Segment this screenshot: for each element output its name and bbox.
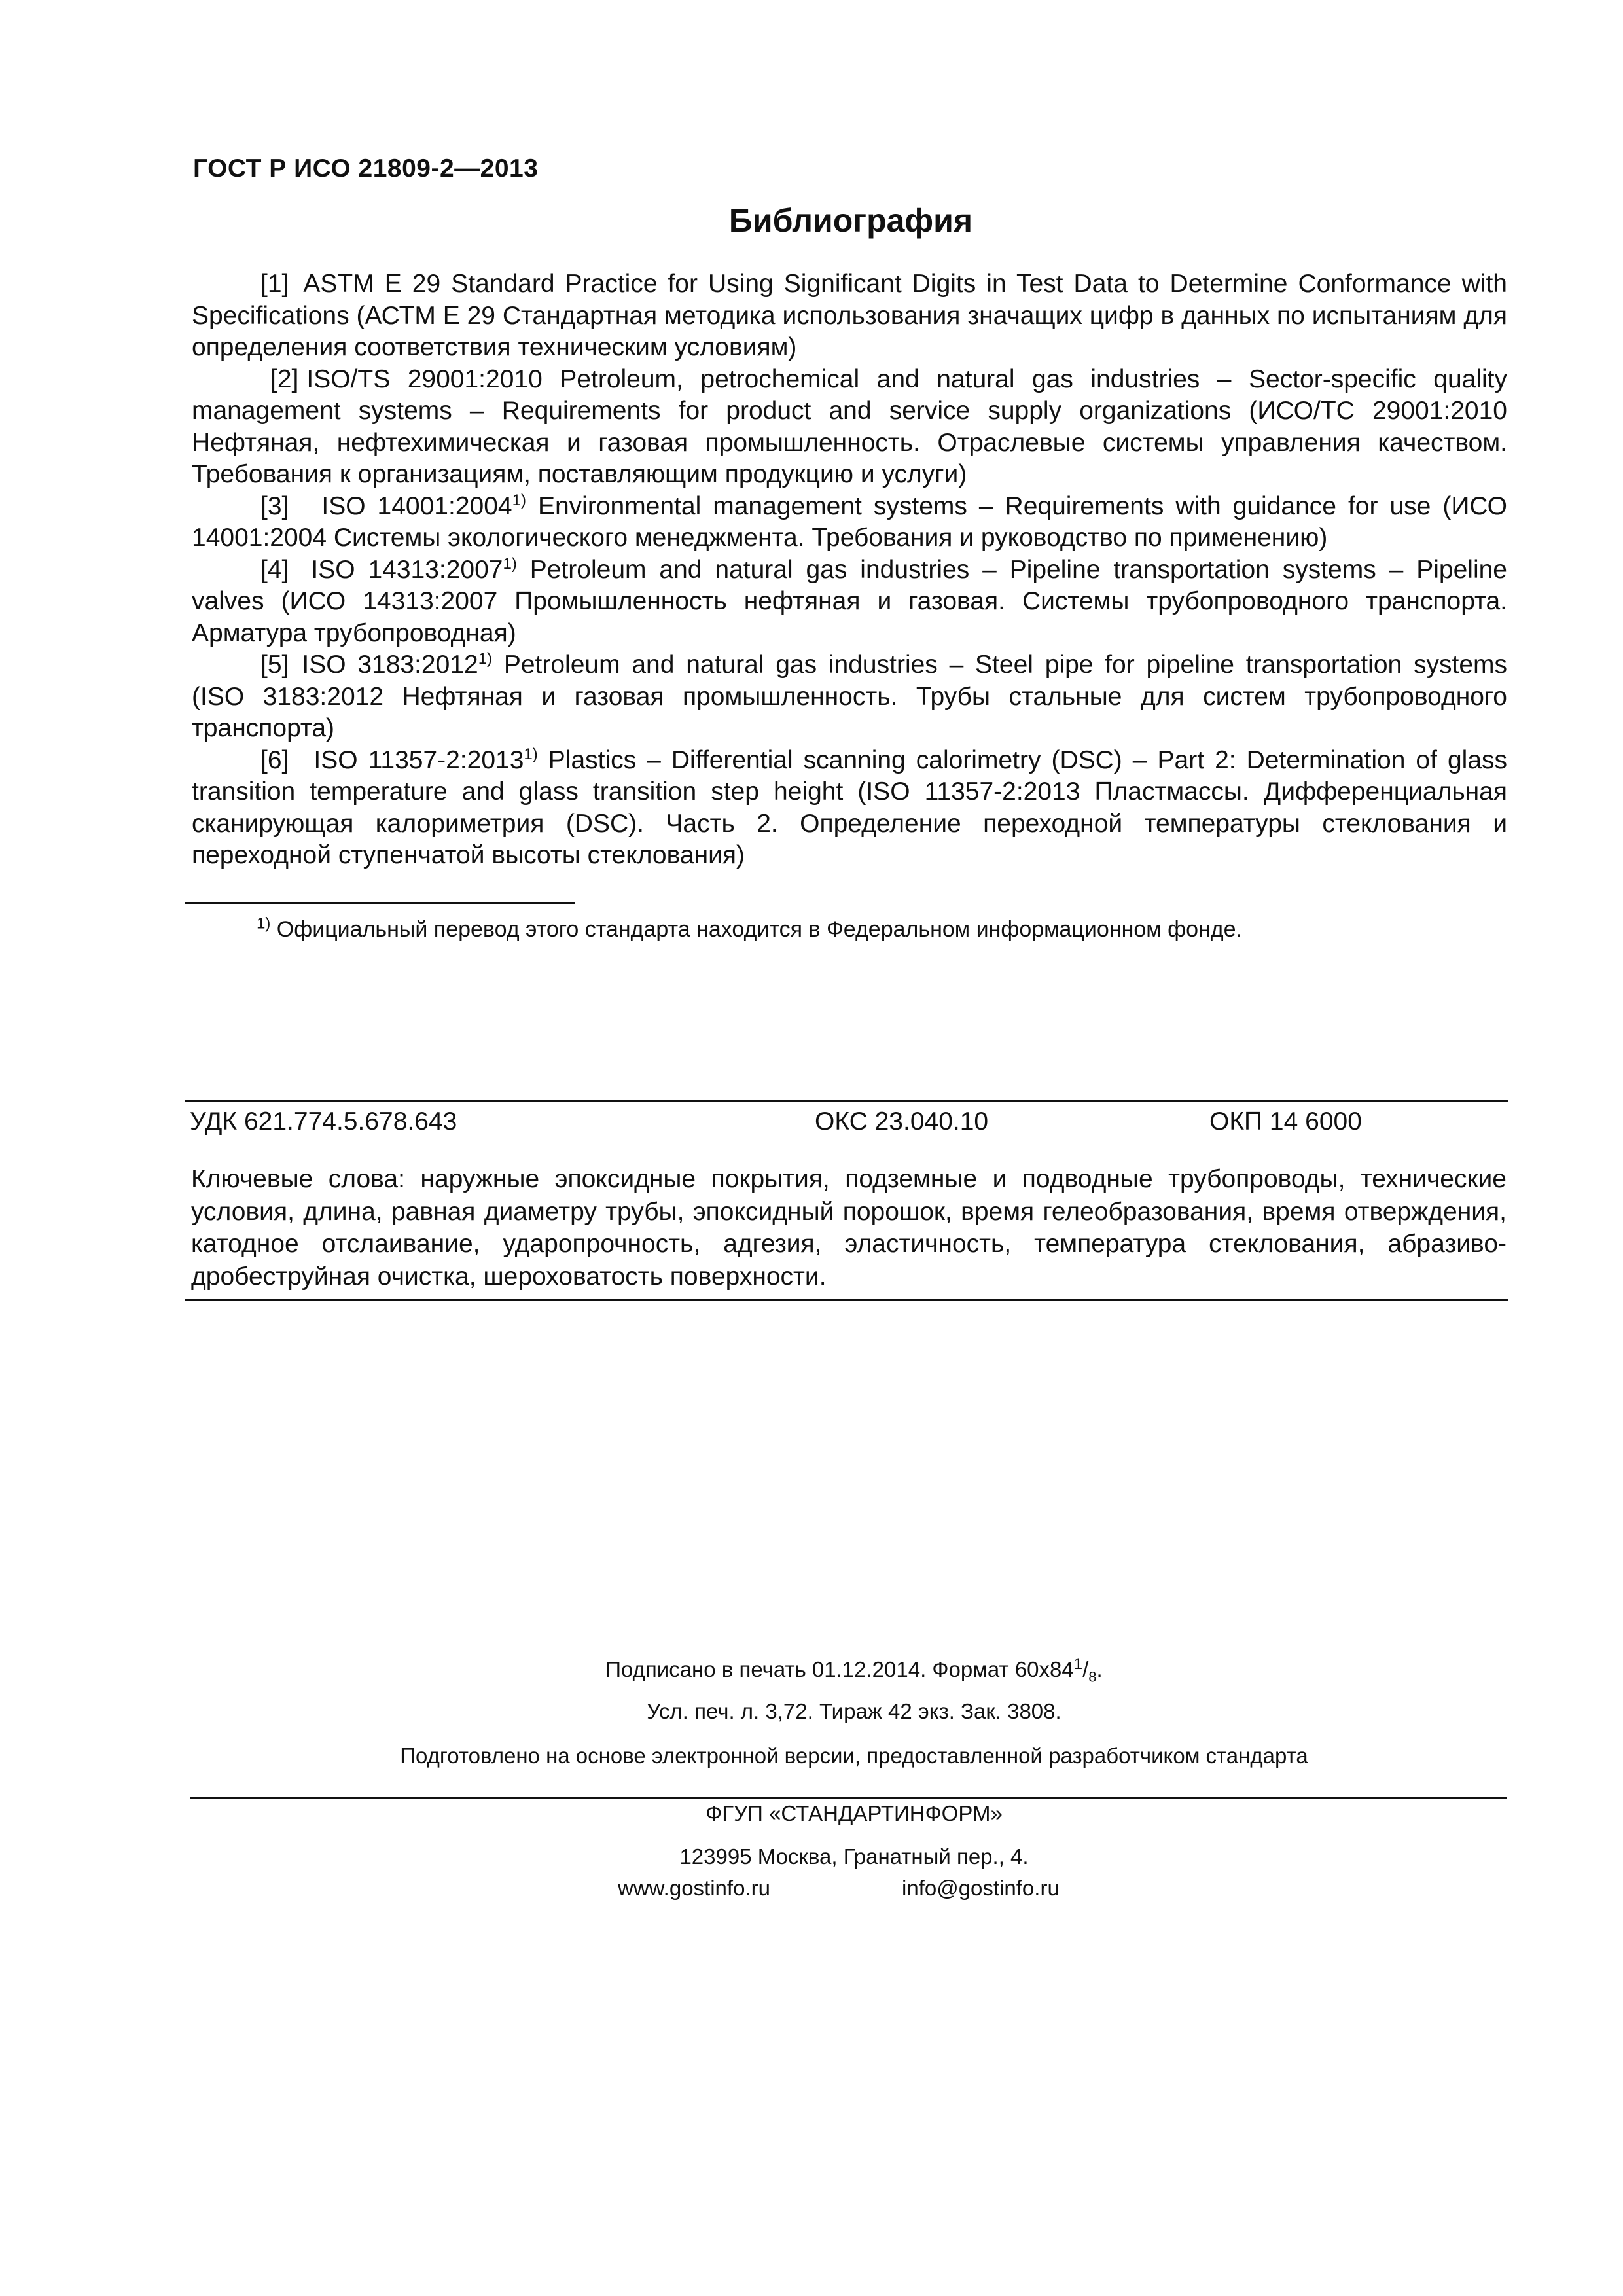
classification-divider-top <box>185 1100 1508 1102</box>
entry-text: Environmental management systems – Requirements with guidance for use (ИСО 14001:2004 Системы экологического менеджмента. Требования и руководство по применению) <box>192 492 1507 552</box>
bibliography-entry <box>192 649 1507 745</box>
entry-number: [6] <box>260 745 289 774</box>
entry-number: [2] <box>270 365 299 393</box>
entry-code: ISO 14001:2004 <box>321 492 512 520</box>
entry-text: Plastics – Differential scanning calorimetry (DSC) – Part 2: Determination of glass transition temperature and glass transition step height (ISO 11357-2:2013 Пластмассы. Дифференциальная сканирующая калориметрия (DSC). Часть 2. Определение переходной температуры стеклования и переходной ступенчатой высоты стеклования) <box>192 745 1508 869</box>
print-info: Усл. печ. л. 3,72. Тираж 42 экз. Зак. 3808. <box>647 1699 1061 1723</box>
footnote <box>257 915 1242 944</box>
okp-code: ОКП 14 6000 <box>1209 1107 1362 1136</box>
keywords: Ключевые слова: наружные эпоксидные покрытия, подземные и подводные трубопроводы, технические условия, длина, равная диаметру трубы, эпоксидный порошок, время гелеобразования, время отверждения, катодное отслаивание, ударопрочность, адгезия, эластичность, температура стеклования, абразиво-дробеструйная очистка, шероховатость поверхности. <box>191 1165 1507 1291</box>
bibliography-entry <box>192 491 1507 554</box>
publisher-website[interactable]: www.gostinfo.ru <box>618 1876 770 1900</box>
oks-code: ОКС 23.040.10 <box>815 1107 989 1136</box>
entry-code: ISO 14313:2007 <box>311 555 503 584</box>
footnote-mark: 1) <box>257 914 271 933</box>
document-code: ГОСТ Р ИСО 21809-2—2013 <box>193 154 539 183</box>
classification-divider-bottom <box>185 1299 1508 1301</box>
publisher-name: ФГУП «СТАНДАРТИНФОРМ» <box>705 1801 1003 1825</box>
publisher-email[interactable]: info@gostinfo.ru <box>902 1876 1060 1900</box>
entry-text: Petroleum and natural gas industries – Steel pipe for pipeline transportation systems (ISO 3183:2012 Нефтяная и газовая промышленность. Трубы стальные для систем трубопроводного транспорта) <box>192 651 1507 742</box>
footnote-mark: 1) <box>503 554 517 573</box>
footnote-mark: 1) <box>512 491 526 509</box>
signed-text: Подписано в печать 01.12.2014. Формат 60х84 <box>605 1657 1074 1681</box>
entry-number: [5] <box>260 651 289 679</box>
footnote-divider <box>185 902 575 904</box>
entry-text: Petroleum and natural gas industries – Pipeline transportation systems – Pipeline valves (ИСО 14313:2007 Промышленность нефтяная и газовая. Системы трубопроводного транспорта. Арматура трубопроводная) <box>192 555 1507 647</box>
entry-number: [3] <box>260 492 289 520</box>
bibliography-title: Библиография <box>728 202 973 239</box>
entry-code: ISO 3183:2012 <box>302 651 478 679</box>
bibliography-entry <box>192 268 1507 364</box>
entry-code: ISO 11357-2:2013 <box>313 745 524 774</box>
format-numerator: 1 <box>1073 1655 1083 1673</box>
udk-code: УДК 621.774.5.678.643 <box>190 1107 457 1136</box>
format-denominator: 8 <box>1088 1668 1097 1685</box>
bibliography-list <box>192 268 1507 872</box>
publisher-address: 123995 Москва, Гранатный пер., 4. <box>679 1844 1029 1869</box>
entry-number: [1] <box>260 270 289 298</box>
classification-row <box>190 1107 1505 1140</box>
entry-number: [4] <box>260 555 289 584</box>
entry-text: ASTM E 29 Standard Practice for Using Significant Digits in Test Data to Determine Conformance with Specifications (АСТМ Е 29 Стандартная методика использования значащих цифр в данных по испытаниям для определения соответствия техническим условиям) <box>192 270 1507 361</box>
prepared-note: Подготовлено на основе электронной версии, предоставленной разработчиком стандарта <box>400 1744 1308 1768</box>
publisher-divider <box>190 1797 1507 1799</box>
signed-to-print: Подписано в печать 01.12.2014. Формат $60х84^1/_8$. <box>605 1655 1103 1685</box>
bibliography-entry <box>192 364 1507 491</box>
bibliography-entry <box>192 554 1507 650</box>
footnote-text: Официальный перевод этого стандарта находится в Федеральном информационном фонде. <box>276 917 1242 942</box>
footnote-mark: 1) <box>524 745 538 763</box>
footnote-mark: 1) <box>478 650 493 668</box>
bibliography-entry <box>192 745 1507 872</box>
entry-text: ISO/TS 29001:2010 Petroleum, petrochemical and natural gas industries – Sector-specific quality management systems – Requirements for product and service supply organizations (ИСО/ТС 29001:2010 Нефтяная, нефтехимическая и газовая промышленность. Отраслевые системы управления качеством. Требования к организациям, поставляющим продукцию и услуги) <box>192 365 1507 488</box>
